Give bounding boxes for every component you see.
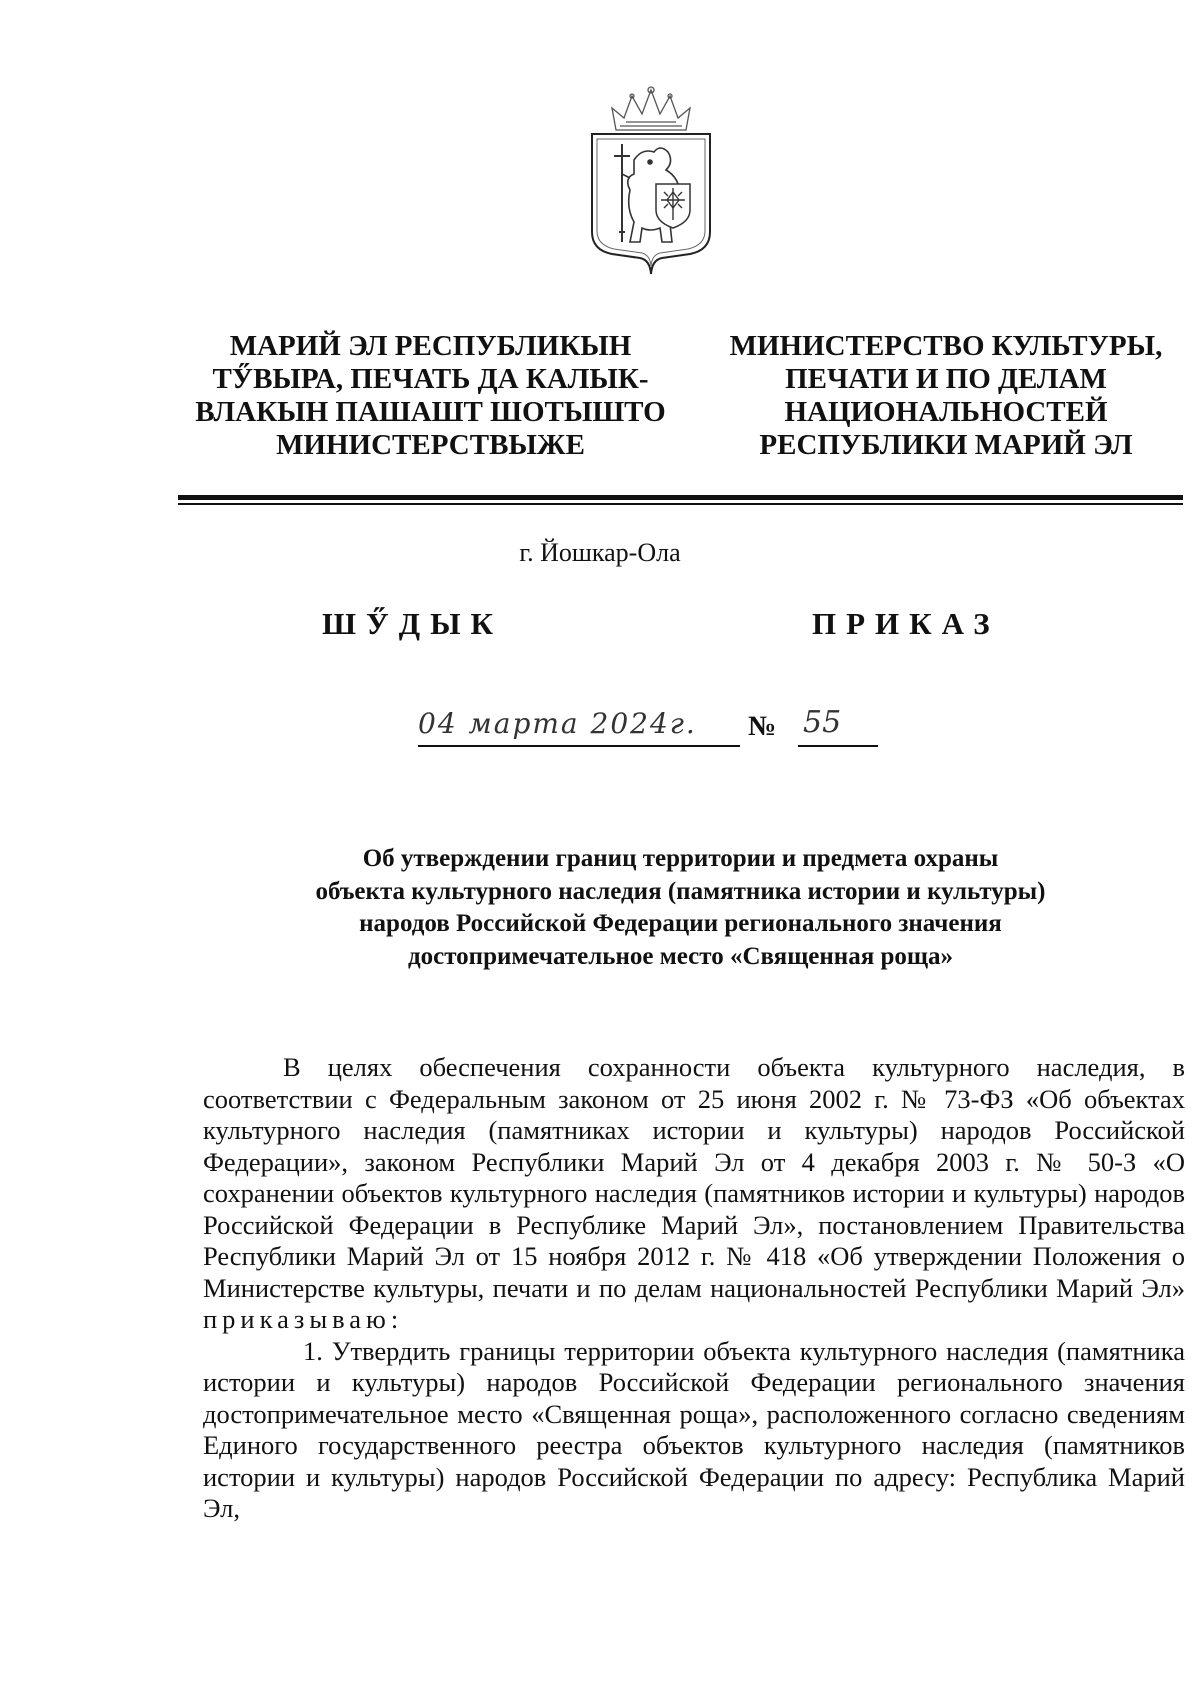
body-paragraph-item-1: 1. Утвердить границы территории объекта культурного наследия (памятника истории и культуры) народов Российской Федерации регионального значения достопримечательное место «Священная роща», расположенного согласно сведениям Единого государственного реестра объектов культурного наследия (памятников истории и культуры) народов Российской Федерации по адресу: Республика Марий Эл, (203, 1335, 1185, 1523)
org-name-mari: МАРИЙ ЭЛ РЕСПУБЛИКЫН ТӲВЫРА, ПЕЧАТЬ ДА КАЛЫК- ВЛАКЫН ПАШАШТ ШОТЫШТО МИНИСТЕРСТВЫЖЕ (195, 330, 666, 461)
body-paragraph-preamble (203, 1052, 1185, 1336)
number-underline (798, 745, 878, 747)
order-word-russian: ПРИКАЗ (812, 606, 1000, 641)
city-line: г. Йошкар-Ола (519, 538, 681, 567)
order-word-mari: ШӲДЫК (322, 606, 504, 641)
coat-of-arms-emblem (586, 82, 716, 278)
org-name-russian: МИНИСТЕРСТВО КУЛЬТУРЫ, ПЕЧАТИ И ПО ДЕЛАМ НАЦИОНАЛЬНОСТЕЙ РЕСПУБЛИКИ МАРИЙ ЭЛ (729, 330, 1163, 461)
preamble-action: приказываю: (203, 1304, 404, 1334)
order-title: Об утверждении границ территории и предмета охраны объекта культурного наследия (памятника истории и культуры) народов Российской Федерации регионального значения достопримечательное место «Священная роща» (315, 845, 1046, 970)
order-date-handwritten: 04 марта 2024г. (418, 707, 697, 740)
preamble-text: В целях обеспечения сохранности объекта культурного наследия, в соответствии с Федеральным законом от 25 июня 2002 г. № 73-ФЗ «Об объектах культурного наследия (памятниках истории и культуры) народов Российской Федерации», законом Республики Марий Эл от 4 декабря 2003 г. № 50-З «О сохранении объектов культурного наследия (памятников истории и культуры) народов Российской Федерации в Республике Марий Эл», постановлением Правительства Республики Марий Эл от 15 ноября 2012 г. № 418 «Об утверждении Положения о Министерстве культуры, печати и по делам национальностей Республики Марий Эл» (203, 1052, 1185, 1303)
date-underline (418, 745, 740, 747)
header-divider-thick (178, 495, 1183, 500)
header-divider-thin (178, 503, 1183, 505)
order-number-handwritten: 55 (803, 705, 842, 740)
order-number-label: № (748, 711, 777, 742)
order-body (203, 1052, 1185, 1525)
